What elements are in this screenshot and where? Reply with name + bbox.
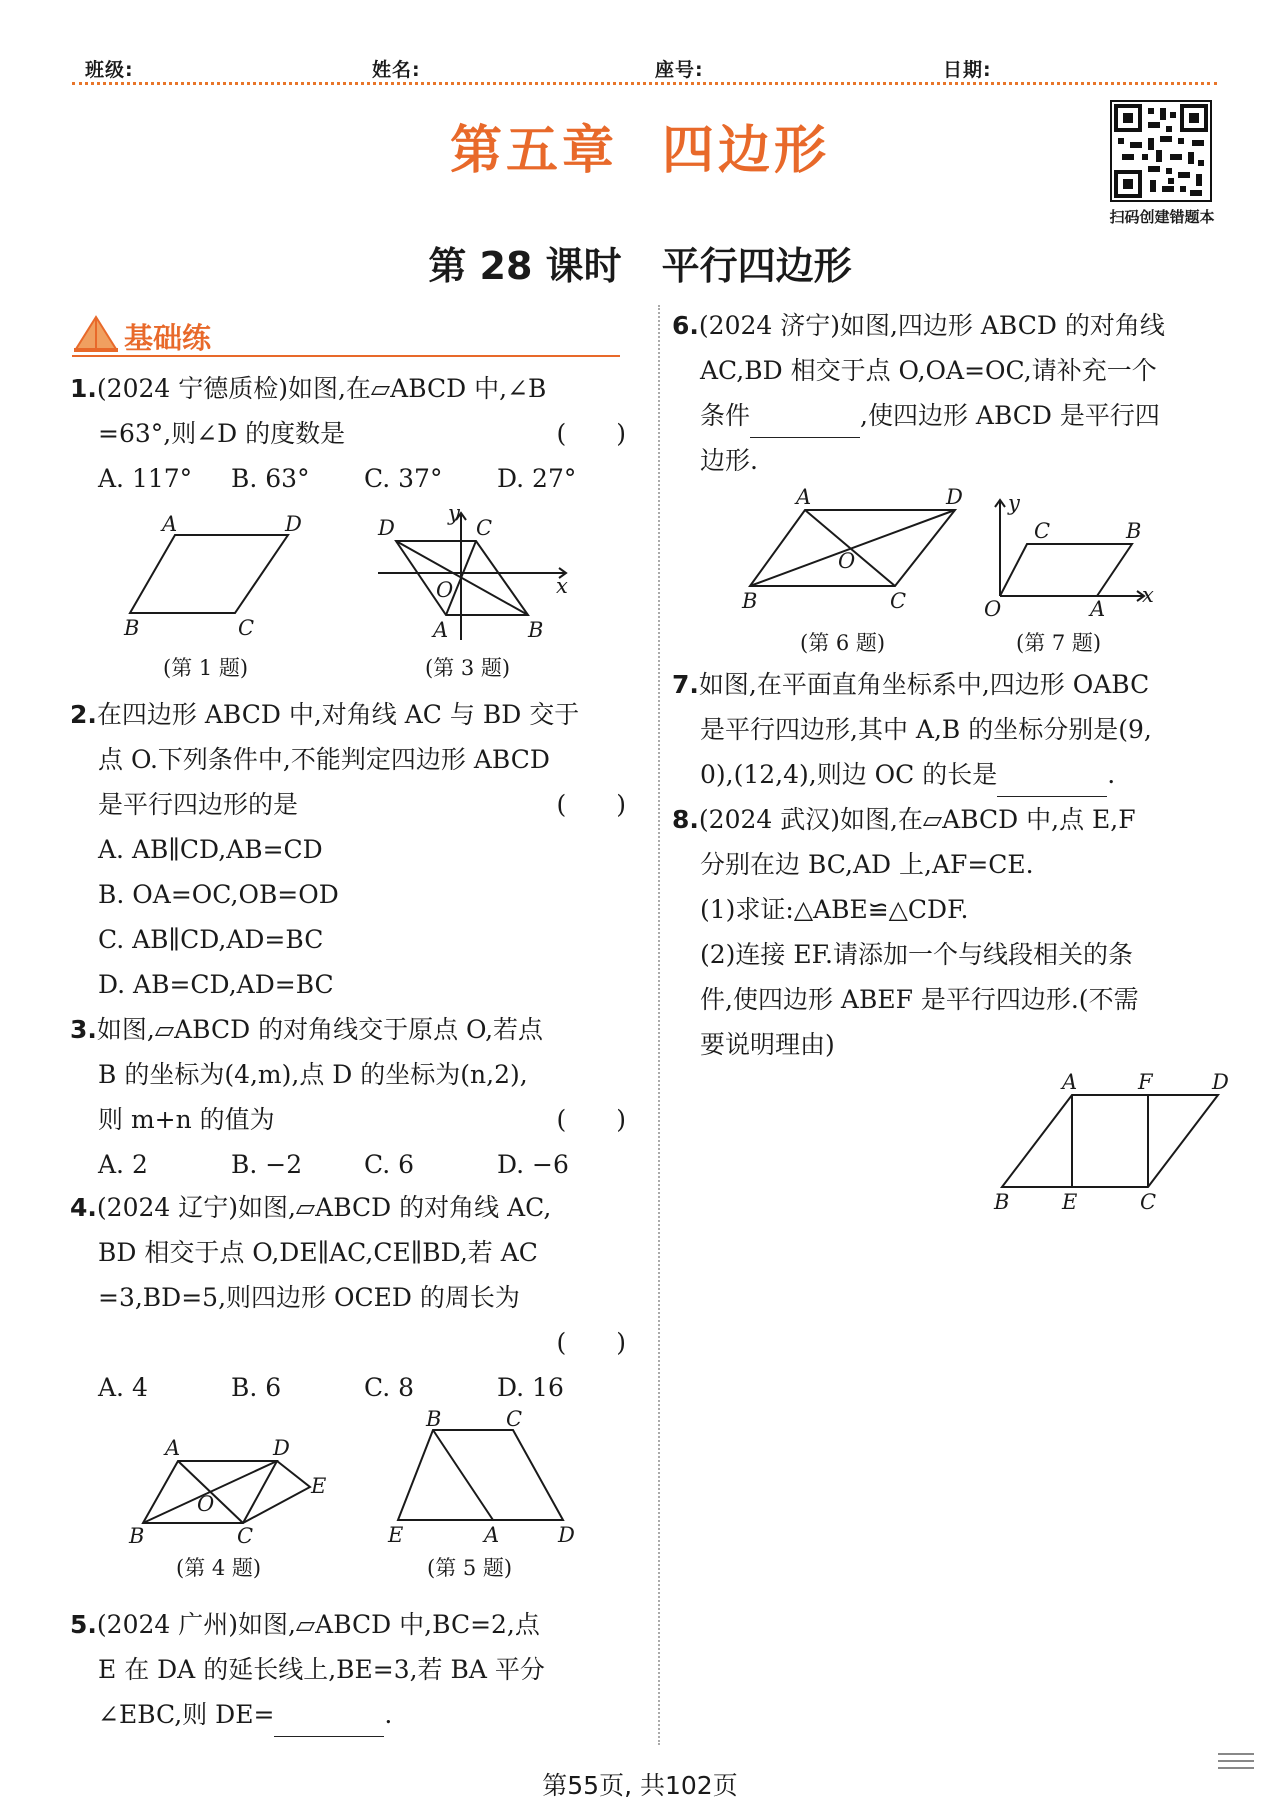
option-c: C. 37° <box>364 464 443 493</box>
answer-paren[interactable]: ( ) <box>556 1328 626 1357</box>
question-text: BD 相交于点 O,DE∥AC,CE∥BD,若 AC <box>98 1238 538 1267</box>
question-text: ,使四边形 ABCD 是平行四 <box>860 401 1160 430</box>
svg-text:B: B <box>742 589 758 613</box>
figure-4-parallelogram <box>125 1435 345 1548</box>
svg-text:C: C <box>890 589 907 613</box>
question-7 <box>672 662 1232 797</box>
date-label: 日期: <box>943 59 992 81</box>
svg-text:y: y <box>1008 491 1020 515</box>
name-label: 姓名: <box>372 59 421 81</box>
question-number: 1. <box>70 374 97 403</box>
option-d: D. 27° <box>497 464 577 493</box>
svg-text:D: D <box>558 1523 575 1547</box>
question-1 <box>70 366 630 501</box>
question-number: 3. <box>70 1015 97 1044</box>
option-a: A. 2 <box>98 1150 148 1179</box>
svg-text:F: F <box>1138 1070 1153 1094</box>
svg-text:A: A <box>796 485 812 509</box>
qr-caption: 扫码创建错题本 <box>1109 208 1215 226</box>
option-d: D. AB=CD,AD=BC <box>98 970 334 999</box>
option-a: A. AB∥CD,AB=CD <box>98 835 323 864</box>
question-text: (2024 辽宁)如图,▱ABCD 的对角线 AC, <box>96 1193 552 1222</box>
question-text: AC,BD 相交于点 O,OA=OC,请补充一个 <box>700 356 1157 385</box>
header-divider <box>72 82 1217 85</box>
option-b: B. 6 <box>231 1373 282 1402</box>
option-a: A. 4 <box>98 1373 148 1402</box>
question-text: E 在 DA 的延长线上,BE=3,若 BA 平分 <box>98 1655 545 1684</box>
page-indicator: 第55页, 共102页 <box>542 1771 738 1800</box>
figure-caption: (第 4 题) <box>176 1556 262 1580</box>
option-d: D. −6 <box>497 1150 569 1179</box>
figure-8-parallelogram <box>990 1070 1240 1215</box>
svg-text:D: D <box>378 516 395 540</box>
svg-text:x: x <box>1142 583 1154 607</box>
answer-blank[interactable] <box>997 766 1107 797</box>
figure-5-trapezoid <box>388 1407 578 1547</box>
figure-caption: (第 7 题) <box>1016 631 1102 655</box>
svg-text:A: A <box>1090 597 1106 621</box>
option-c: C. AB∥CD,AD=BC <box>98 925 324 954</box>
question-text: 则 m+n 的值为 <box>98 1105 275 1134</box>
menu-icon[interactable] <box>1218 1748 1254 1778</box>
figure-caption: (第 3 题) <box>425 656 511 680</box>
option-a: A. 117° <box>98 464 193 493</box>
lesson-name: 平行四边形 <box>661 244 852 288</box>
section-label: 基础练 <box>124 321 212 355</box>
chapter-number: 第五章 <box>449 121 618 181</box>
svg-text:O: O <box>436 578 454 602</box>
qr-code-icon[interactable] <box>1110 100 1212 202</box>
question-6 <box>672 303 1232 483</box>
figure-7-coordinate-parallelogram <box>982 491 1162 621</box>
answer-paren[interactable]: ( ) <box>556 1105 626 1134</box>
question-number: 7. <box>672 670 699 699</box>
figure-6-parallelogram <box>740 485 970 613</box>
svg-text:E: E <box>311 1474 327 1498</box>
svg-text:C: C <box>237 1524 254 1548</box>
question-text: . <box>384 1700 393 1729</box>
svg-text:O: O <box>197 1492 215 1516</box>
lesson-number: 第 28 课时 <box>428 244 622 288</box>
svg-text:D: D <box>1212 1070 1229 1094</box>
question-text: 是平行四边形的是 <box>98 790 299 819</box>
question-text: =63°,则∠D 的度数是 <box>98 419 346 448</box>
svg-text:D: D <box>273 1436 290 1460</box>
svg-text:C: C <box>1034 519 1051 543</box>
svg-text:C: C <box>238 616 255 640</box>
question-text: (2024 广州)如图,▱ABCD 中,BC=2,点 <box>96 1610 540 1639</box>
question-text: 是平行四边形,其中 A,B 的坐标分别是(9, <box>700 715 1152 744</box>
svg-text:B: B <box>124 616 140 640</box>
svg-text:O: O <box>838 549 856 573</box>
question-text: 在四边形 ABCD 中,对角线 AC 与 BD 交于 <box>96 700 580 729</box>
option-c: C. 8 <box>364 1373 415 1402</box>
svg-text:C: C <box>476 516 493 540</box>
question-number: 2. <box>70 700 97 729</box>
column-divider <box>658 305 660 1745</box>
question-text: 分别在边 BC,AD 上,AF=CE. <box>700 850 1034 879</box>
figure-caption: (第 1 题) <box>163 656 249 680</box>
chapter-name: 四边形 <box>662 121 831 181</box>
svg-text:x: x <box>556 574 568 598</box>
question-3 <box>70 1007 630 1187</box>
question-text: B 的坐标为(4,m),点 D 的坐标为(n,2), <box>98 1060 528 1089</box>
question-2 <box>70 692 630 1007</box>
question-text: 如图,▱ABCD 的对角线交于原点 O,若点 <box>96 1015 544 1044</box>
section-header <box>72 313 620 357</box>
svg-text:B: B <box>1126 519 1142 543</box>
pyramid-icon <box>74 315 118 353</box>
svg-text:y: y <box>448 501 460 525</box>
question-text: =3,BD=5,则四边形 OCED 的周长为 <box>98 1283 520 1312</box>
sub-question-2: (2)连接 EF.请添加一个与线段相关的条 <box>700 940 1134 969</box>
figure-caption: (第 6 题) <box>800 631 886 655</box>
answer-paren[interactable]: ( ) <box>556 419 626 448</box>
svg-text:D: D <box>285 512 302 536</box>
answer-blank[interactable] <box>274 1706 384 1737</box>
option-d: D. 16 <box>497 1373 564 1402</box>
question-text: 点 O.下列条件中,不能判定四边形 ABCD <box>98 745 550 774</box>
svg-text:D: D <box>946 485 963 509</box>
question-5 <box>70 1602 630 1737</box>
question-text: 条件 <box>700 401 751 430</box>
svg-text:B: B <box>528 618 544 642</box>
option-b: B. −2 <box>231 1150 303 1179</box>
lesson-title <box>0 235 1280 290</box>
sub-question-1: (1)求证:△ABE≌△CDF. <box>700 895 969 924</box>
question-text: ∠EBC,则 DE= <box>98 1700 275 1729</box>
question-text: (2024 武汉)如图,在▱ABCD 中,点 E,F <box>698 805 1136 834</box>
figure-1-parallelogram <box>120 512 320 640</box>
option-b: B. 63° <box>231 464 310 493</box>
option-b: B. OA=OC,OB=OD <box>98 880 339 909</box>
question-number: 5. <box>70 1610 97 1639</box>
question-4 <box>70 1185 630 1410</box>
svg-text:C: C <box>506 1407 523 1431</box>
question-number: 4. <box>70 1193 97 1222</box>
sub-question-2-cont: 件,使四边形 ABEF 是平行四边形.(不需 <box>700 985 1139 1014</box>
figure-3-coordinate-parallelogram <box>378 501 588 645</box>
question-text: (2024 济宁)如图,四边形 ABCD 的对角线 <box>698 311 1165 340</box>
svg-text:B: B <box>994 1190 1010 1214</box>
svg-text:A: A <box>165 1436 181 1460</box>
svg-text:C: C <box>1140 1190 1157 1214</box>
question-text: 如图,在平面直角坐标系中,四边形 OABC <box>698 670 1150 699</box>
question-number: 6. <box>672 311 699 340</box>
svg-text:O: O <box>984 597 1002 621</box>
question-text: 0),(12,4),则边 OC 的长是 <box>700 760 998 789</box>
option-c: C. 6 <box>364 1150 415 1179</box>
svg-text:A: A <box>162 512 178 536</box>
svg-text:B: B <box>129 1524 145 1548</box>
question-text: (2024 宁德质检)如图,在▱ABCD 中,∠B <box>96 374 547 403</box>
answer-paren[interactable]: ( ) <box>556 790 626 819</box>
question-8 <box>672 797 1232 1067</box>
svg-text:E: E <box>388 1523 404 1547</box>
svg-text:B: B <box>426 1407 442 1431</box>
svg-text:E: E <box>1062 1190 1078 1214</box>
sub-question-2-cont: 要说明理由) <box>700 1030 835 1059</box>
svg-text:A: A <box>433 618 449 642</box>
question-number: 8. <box>672 805 699 834</box>
question-text: 边形. <box>700 446 758 475</box>
chapter-title <box>0 108 1280 183</box>
figure-caption: (第 5 题) <box>427 1556 513 1580</box>
answer-blank[interactable] <box>750 407 860 438</box>
class-label: 班级: <box>85 59 134 81</box>
question-text: . <box>1107 760 1116 789</box>
svg-text:A: A <box>1062 1070 1078 1094</box>
svg-text:A: A <box>484 1523 500 1547</box>
seat-label: 座号: <box>655 59 704 81</box>
